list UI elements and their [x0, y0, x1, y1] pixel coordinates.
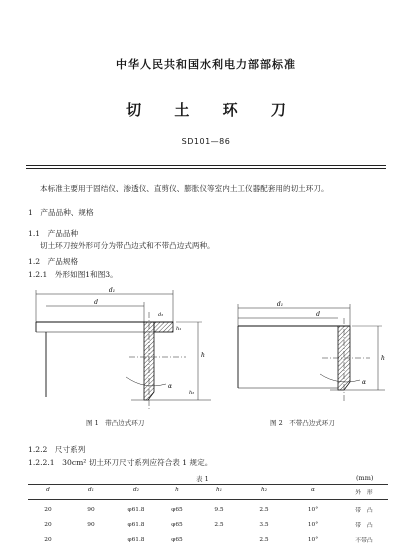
table-cell: 9.5: [214, 506, 224, 513]
table-cell: φ61.8: [127, 521, 145, 528]
figure-1-drawing: [26, 282, 216, 412]
table-row: [28, 517, 388, 532]
table-cell: 10°: [307, 506, 319, 513]
table-cell: 10°: [307, 521, 319, 528]
table-title: 表 1: [196, 475, 209, 483]
table-header-cell: h₂: [260, 487, 268, 493]
section-1-2-1-text: 1.2.1 外形如图1和图3。: [28, 270, 118, 279]
table-header-cell: h: [175, 487, 179, 493]
table-header-row: [28, 487, 388, 497]
fig1-label-h2: h₂: [189, 390, 195, 396]
figure-1-caption: 图 1 带凸边式环刀: [86, 419, 145, 427]
table-unit: (mm): [356, 474, 374, 482]
fig1-label-d2: d₂: [158, 312, 164, 318]
table-cell: 带 凸: [355, 508, 373, 514]
table-row: [28, 532, 388, 547]
figure-2-caption: 图 2 不带凸边式环刀: [270, 419, 335, 427]
fig1-label-h: h: [201, 352, 205, 359]
table-cell: φ61.8: [127, 506, 145, 513]
table-header-cell: 外 形: [355, 490, 373, 496]
table-cell: 90: [87, 506, 95, 513]
intro-paragraph: 本标准主要用于固结仪、渗透仪、直剪仪、膨胀仪等室内土工仪器配套用的切土环刀。: [40, 184, 329, 193]
section-1-heading: 1 产品品种、规格: [28, 208, 94, 217]
header-rule: [26, 165, 386, 166]
table-cell: 2.5: [259, 536, 269, 543]
table-cell: 2.5: [214, 521, 224, 528]
table-header-cell: d₂: [132, 487, 140, 493]
table-cell: 10°: [307, 536, 319, 543]
ministry-header: 中华人民共和国水利电力部部标准: [116, 58, 296, 71]
table-header-cell: α: [311, 487, 315, 493]
standard-title: 切 土 环 刀: [126, 101, 300, 119]
table-row: [28, 502, 388, 517]
header-rule-second: [26, 168, 386, 169]
section-1-2-heading: 1.2 产品规格: [28, 257, 79, 266]
table-cell: φ65: [171, 521, 183, 528]
section-1-2-2-1-text: 1.2.2.1 30cm² 切土环刀尺寸系列应符合表 1 规定。: [28, 458, 213, 467]
table-header-rule: [28, 499, 388, 500]
fig1-label-alpha: α: [168, 383, 173, 390]
table-header-cell: d₁: [87, 487, 95, 493]
table-cell: φ61.8: [127, 536, 145, 543]
fig2-label-alpha: α: [362, 379, 367, 386]
figure-2-drawing: [230, 296, 390, 404]
fig1-label-d1: d₁: [108, 287, 116, 294]
table-body: [28, 502, 388, 547]
table-cell: 20: [44, 536, 52, 543]
fig2-label-d1: d₁: [276, 301, 284, 308]
fig1-label-h1: h₁: [176, 326, 182, 332]
table-cell: 带 凸: [355, 523, 373, 529]
section-1-1-heading: 1.1 产品品种: [28, 229, 79, 238]
fig2-label-h: h: [381, 355, 385, 362]
table-header-cell: d: [46, 487, 50, 493]
table-cell: 不带凸: [355, 538, 373, 544]
standard-code: SD101—86: [181, 137, 231, 146]
table-cell: 3.5: [259, 521, 269, 528]
section-1-2-2-heading: 1.2.2 尺寸系列: [28, 445, 86, 454]
table-cell: 2.5: [259, 506, 269, 513]
fig2-label-d: d: [316, 311, 320, 318]
table-cell: φ65: [171, 506, 183, 513]
table-cell: 20: [44, 506, 52, 513]
fig1-label-d: d: [94, 299, 98, 306]
table-top-rule: [28, 484, 388, 485]
table-cell: φ65: [171, 536, 183, 543]
table-cell: 20: [44, 521, 52, 528]
table-header-cell: h₁: [215, 487, 223, 493]
section-1-1-text: 切土环刀按外形可分为带凸边式和不带凸边式两种。: [40, 241, 215, 250]
table-cell: 90: [87, 521, 95, 528]
